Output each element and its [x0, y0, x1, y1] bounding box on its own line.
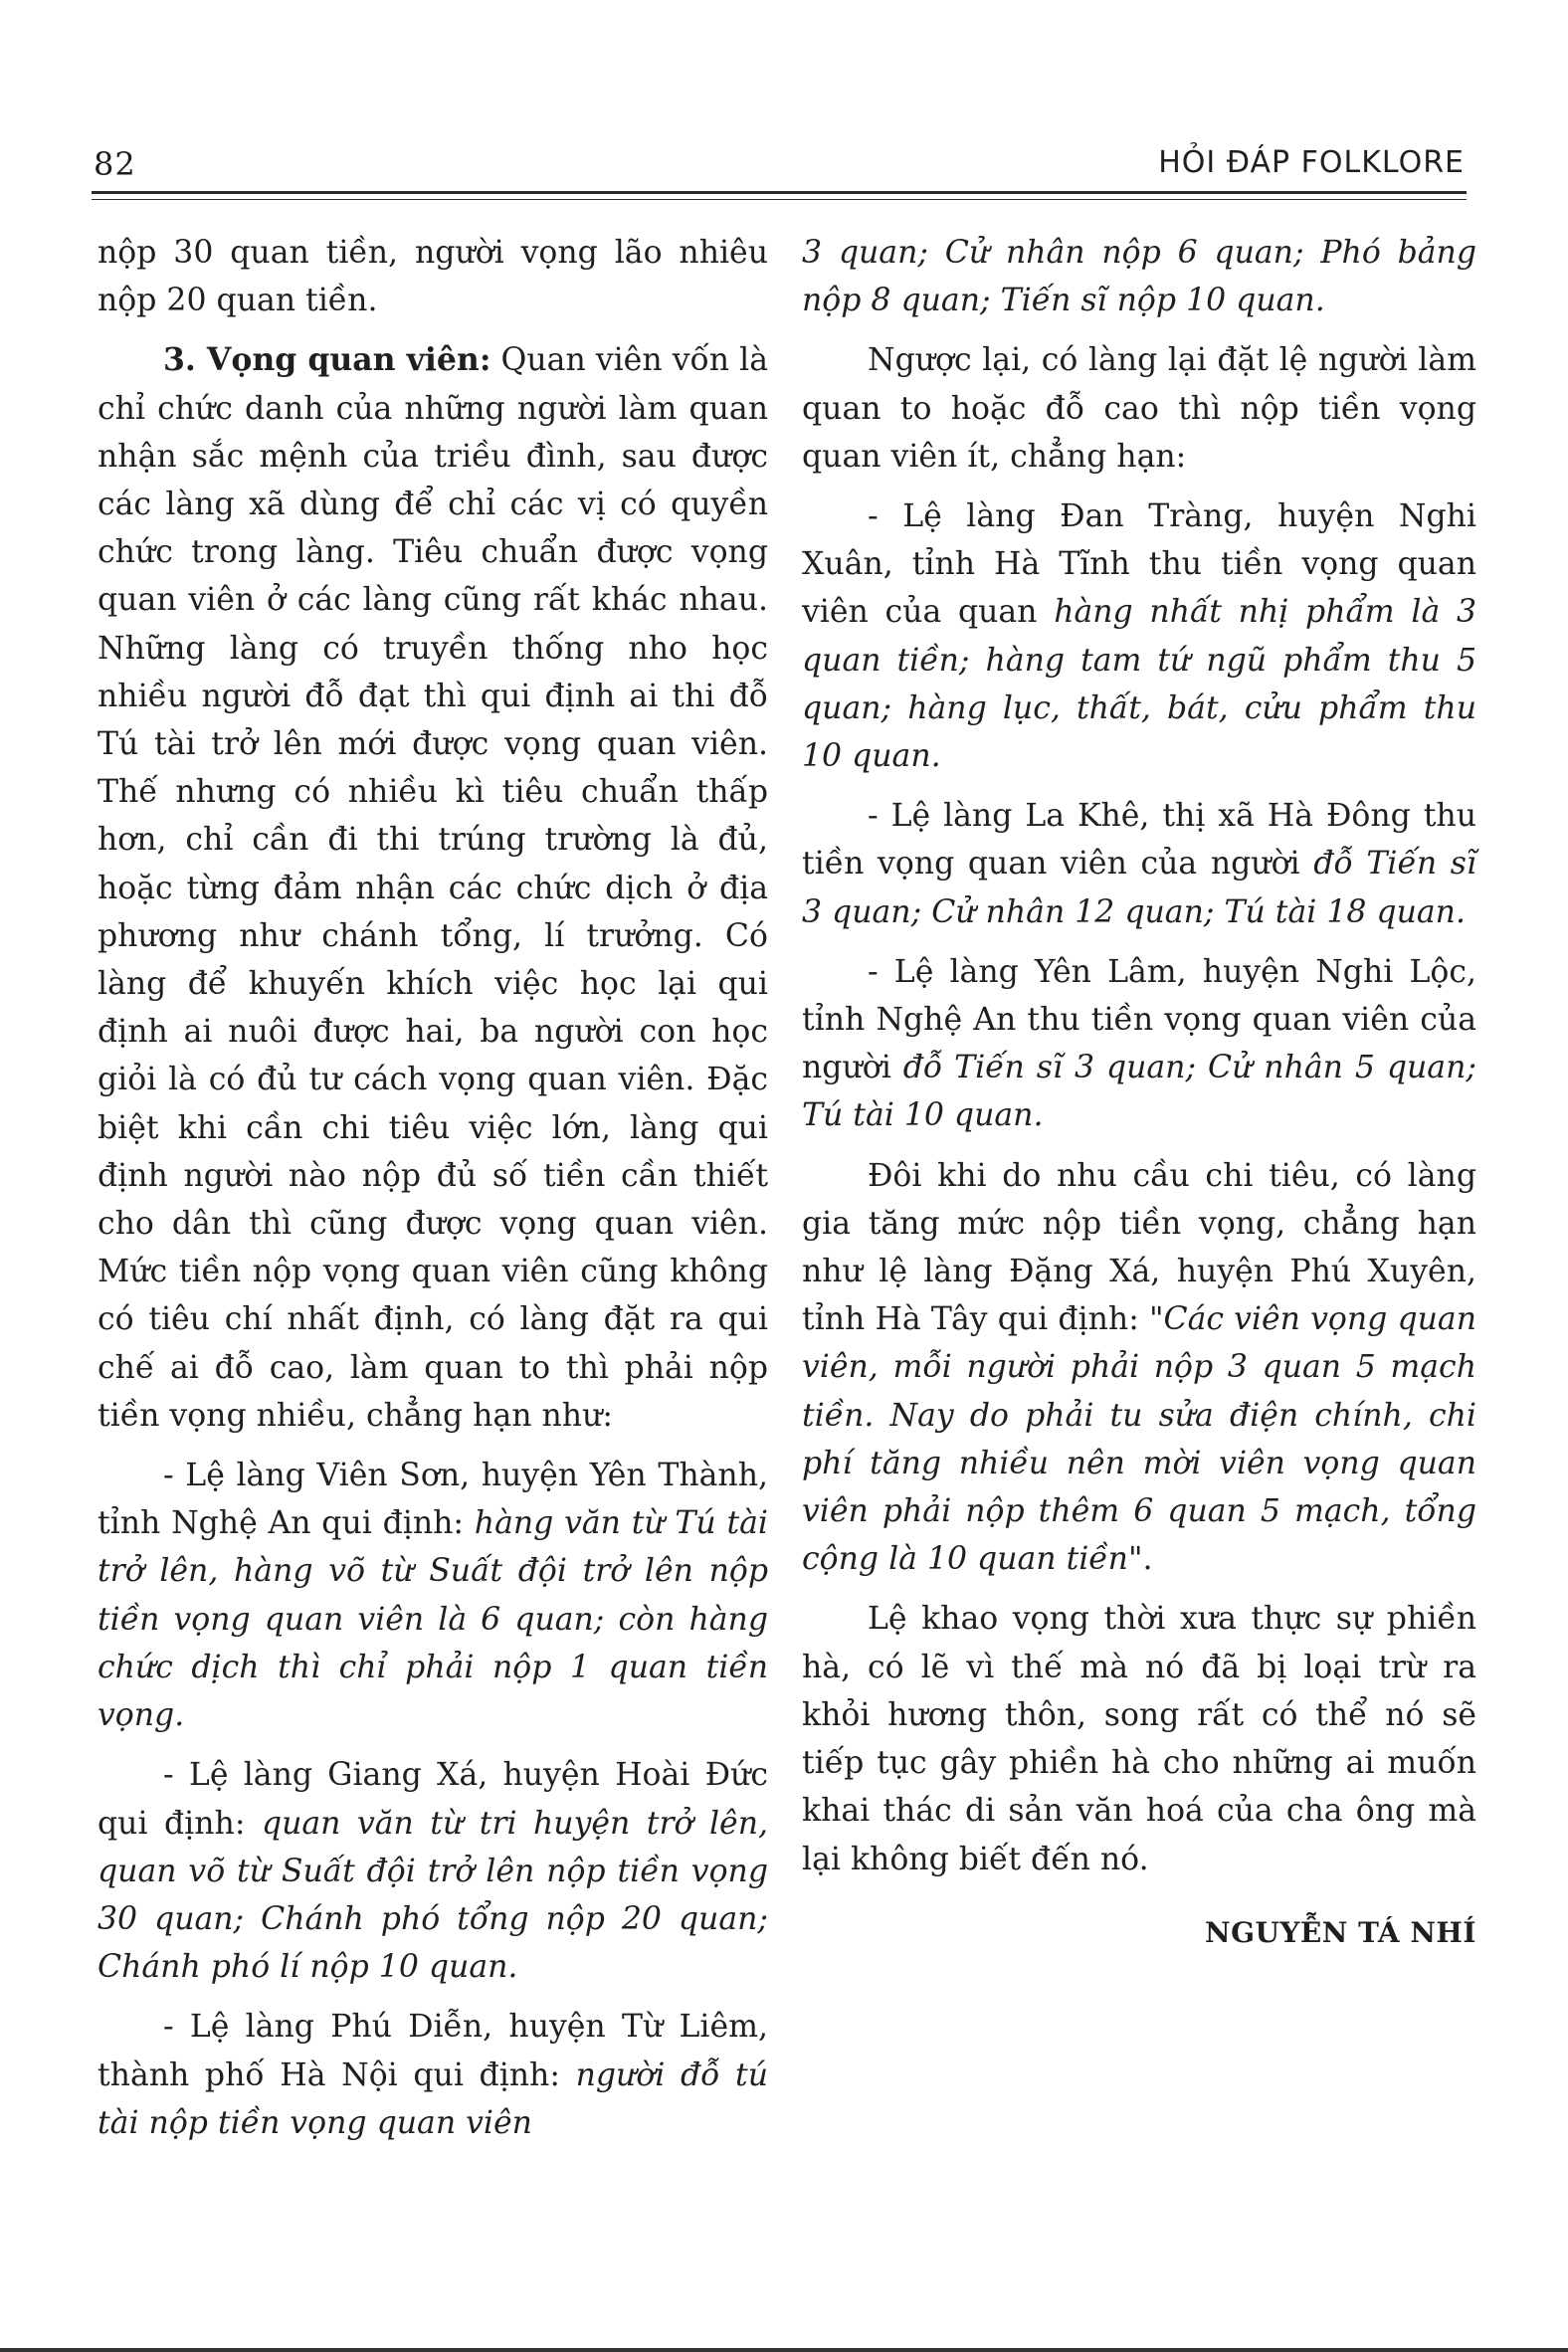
paragraph-italic-text: đỗ Tiến sĩ 3 quan; Cử nhân 12 quan; Tú tài 18 quan. [802, 846, 1476, 930]
paragraph-giang-xa [98, 1751, 768, 1991]
paragraph-text: - Lệ làng Phú Diễn, huyện Từ Liêm, thành phố Hà Nội qui định: [98, 2009, 768, 2093]
paragraph-text: ". [1127, 1541, 1153, 1578]
header-rule-thick [92, 191, 1467, 194]
paragraph-nguoc-lai: Ngược lại, có làng lại đặt lệ người làm quan to hoặc đỗ cao thì nộp tiền vọng quan viên ít, chẳng hạn: [802, 342, 1476, 475]
paragraph-la-khe [802, 792, 1476, 936]
paragraph-italic-text: 3 quan; Cử nhân nộp 6 quan; Phó bảng nộp 8 quan; Tiến sĩ nộp 10 quan. [802, 235, 1476, 319]
paragraph-text: - Lệ làng La Khê, thị xã Hà Đông thu tiền vọng quan viên của người [802, 798, 1476, 882]
paragraph-vong-quan-vien [98, 336, 768, 1440]
paragraph-text: - Lệ làng Viên Sơn, huyện Yên Thành, tỉnh Nghệ An qui định: [98, 1458, 768, 1542]
paragraph-dang-xa [802, 1152, 1476, 1584]
paragraph-italic-text: quan văn từ tri huyện trở lên, quan võ từ Suất đội trở lên nộp tiền vọng 30 quan; Chánh phó tổng nộp 20 quan; Chánh phó lí nộp 10 quan. [98, 1805, 768, 1986]
paragraph-continuation [802, 229, 1476, 324]
paragraph-italic-text: người đỗ tú tài nộp tiền vọng quan viên [98, 2057, 769, 2141]
running-header-title: HỎI ĐÁP FOLKLORE [1158, 145, 1465, 180]
paragraph-text: Quan viên vốn là chỉ chức danh của những người làm quan nhận sắc mệnh của triều đình, sau được các làng xã dùng để chỉ các vị có quyền chức trong làng. Tiêu chuẩn được vọng quan viên ở các làng cũng rất khác nhau. Những làng có truyền thống nho học nhiều người đỗ đạt thì qui định ai thi đỗ Tú tài trở lên mới được vọng quan viên. Thế nhưng có nhiều kì tiêu chuẩn thấp hơn, chỉ cần đi thi trúng trường là đủ, hoặc từng đảm nhận các chức dịch ở địa phương như chánh tổng, lí trưởng. Có làng để khuyến khích việc học lại qui định ai nuôi được hai, ba người con học giỏi là có đủ tư cách vọng quan viên. Đặc biệt khi cần chi tiêu việc lớn, làng qui định người nào nộp đủ số tiền cần thiết cho dân thì cũng được vọng quan viên. Mức tiền nộp vọng quan viên cũng không có tiêu chí nhất định, có làng đặt ra qui chế ai đỗ cao, làm quan to thì phải nộp tiền vọng nhiều, chẳng hạn như: [98, 342, 768, 1434]
paragraph-text: - Lệ làng Đan Tràng, huyện Nghi Xuân, tỉnh Hà Tĩnh thu tiền vọng quan viên của quan [802, 498, 1476, 631]
page-bottom-edge [0, 2348, 1568, 2352]
paragraph-italic-text: Các viên vọng quan viên, mỗi người phải nộp 3 quan 5 mạch tiền. Nay do phải tu sửa điện chính, chi phí tăng nhiều nên mời viên vọng quan viên phải nộp thêm 6 quan 5 mạch, tổng cộng là 10 quan tiền [802, 1301, 1476, 1578]
paragraph-phu-dien [98, 2003, 768, 2147]
paragraph-conclusion: Lệ khao vọng thời xưa thực sự phiền hà, có lẽ vì thế mà nó đã bị loại trừ ra khỏi hương thôn, song rất có thể nó sẽ tiếp tục gây phiền hà cho những ai muốn khai thác di sản văn hoá của cha ông mà lại không biết đến nó. [802, 1601, 1476, 1877]
author-signature: NGUYỄN TÁ NHÍ [1204, 1915, 1476, 1949]
right-column [802, 229, 1476, 1957]
paragraph-text: - Lệ làng Giang Xá, huyện Hoài Đức qui định: [98, 1757, 768, 1842]
paragraph-italic-text: đỗ Tiến sĩ 3 quan; Cử nhân 5 quan; Tú tài 10 quan. [802, 1050, 1476, 1134]
left-column [98, 229, 768, 2159]
paragraph-italic-text: hàng văn từ Tú tài trở lên, hàng võ từ Suất đội trở lên nộp tiền vọng quan viên là 6 quan; còn hàng chức dịch thì chỉ phải nộp 1 quan tiền vọng. [98, 1505, 768, 1734]
paragraph-vien-son [98, 1452, 768, 1739]
paragraph-yen-lam [802, 948, 1476, 1140]
paragraph-italic-text: hàng nhất nhị phẩm là 3 quan tiền; hàng tam tứ ngũ phẩm thu 5 quan; hàng lục, thất, bát, cửu phẩm thu 10 quan. [802, 594, 1476, 775]
paragraph-continuation: nộp 30 quan tiền, người vọng lão nhiêu nộp 20 quan tiền. [98, 235, 768, 319]
section-heading: 3. Vọng quan viên: [163, 341, 491, 379]
paragraph-text: - Lệ làng Yên Lâm, huyện Nghi Lộc, tỉnh Nghệ An thu tiền vọng quan viên của người [802, 953, 1476, 1086]
header-rule-thin [92, 199, 1467, 200]
paragraph-dan-trang [802, 492, 1476, 780]
page-number: 82 [94, 145, 136, 183]
paragraph-text: Đôi khi do nhu cầu chi tiêu, có làng gia tăng mức nộp tiền vọng, chẳng hạn như lệ làng Đặng Xá, huyện Phú Xuyên, tỉnh Hà Tây qui định: " [802, 1157, 1476, 1338]
